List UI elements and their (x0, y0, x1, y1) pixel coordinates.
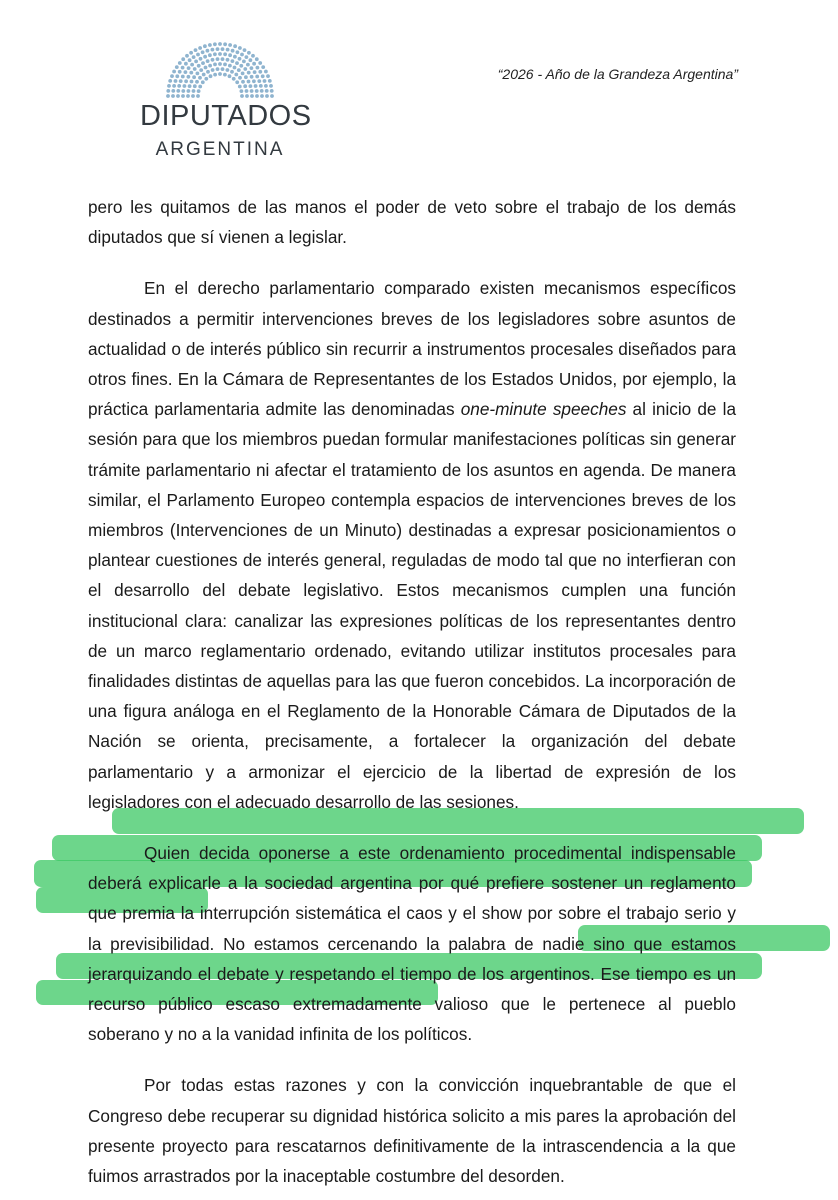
logo-title: DIPUTADOS (140, 100, 312, 132)
paragraph-veto: pero les quitamos de las manos el poder de veto sobre el trabajo de los demás diputados que sí vienen a legislar. (88, 197, 736, 248)
document-body (88, 192, 736, 1191)
paragraph-text: al inicio de la sesión para que los miembros puedan formular manifestaciones políticas sin generar trámite parlamentario ni afectar el tratamiento de los asuntos en agenda. De manera similar, el Parlamento Europeo contempla espacios de intervenciones breves de los miembros (Intervenciones de un Minuto) destinadas a expresar posicionamientos o plantear cuestiones de interés general, reguladas de modo tal que no interfieran con el desarrollo del debate legislativo. Estos mecanismos cumplen una función institucional clara: canalizar las expresiones políticas de los representantes dentro de un marco reglamentario ordenado, evitando utilizar institutos procesales para finalidades distintas de aquellas para las que fueron concebidos. La incorporación de una figura análoga en el Reglamento de la Honorable Cámara de Diputados de la Nación se orienta, precisamente, a fortalecer la organización del debate parlamentario y a armonizar el ejercicio de la libertad de expresión de los legisladores con el adecuado desarrollo de las sesiones. (88, 399, 737, 812)
paragraph-comparative-law (88, 273, 736, 817)
logo-subtitle: ARGENTINA (155, 139, 285, 160)
year-motto: “2026 - Año de la Grandeza Argentina” (497, 66, 738, 82)
paragraph-opposition: Quien decida oponerse a este ordenamiento procedimental indispensable deberá explicarle a la sociedad argentina por qué prefiere sostener un reglamento que premia la interrupción sistemática el caos y el show por sobre el trabajo serio y la previsibilidad. No estamos cercenando la palabra de nadie sino que estamos jerarquizando el debate y respetando el tiempo de los argentinos. Ese tiempo es un recurso público escaso extremadamente valioso que le pertenece al pueblo soberano y no a la vanidad infinita de los políticos. (88, 843, 736, 1045)
italic-term: one-minute speeches (460, 399, 627, 420)
paragraph-conclusion: Por todas estas razones y con la convicción inquebrantable de que el Congreso debe recuperar su dignidad histórica solicito a mis pares la aprobación del presente proyecto para rescatarnos definitivamente de la intrascendencia a la que fuimos arrastrados por la inaceptable costumbre del desorden. (88, 1075, 736, 1187)
paragraph-text: En el derecho parlamentario comparado existen mecanismos específicos destinados a permitir intervenciones breves de los legisladores sobre asuntos de actualidad o de interés público sin recurrir a instrumentos procesales diseñados para otros fines. En la Cámara de Representantes de los Estados Unidos, por ejemplo, la práctica parlamentaria admite las denominadas (88, 278, 736, 420)
